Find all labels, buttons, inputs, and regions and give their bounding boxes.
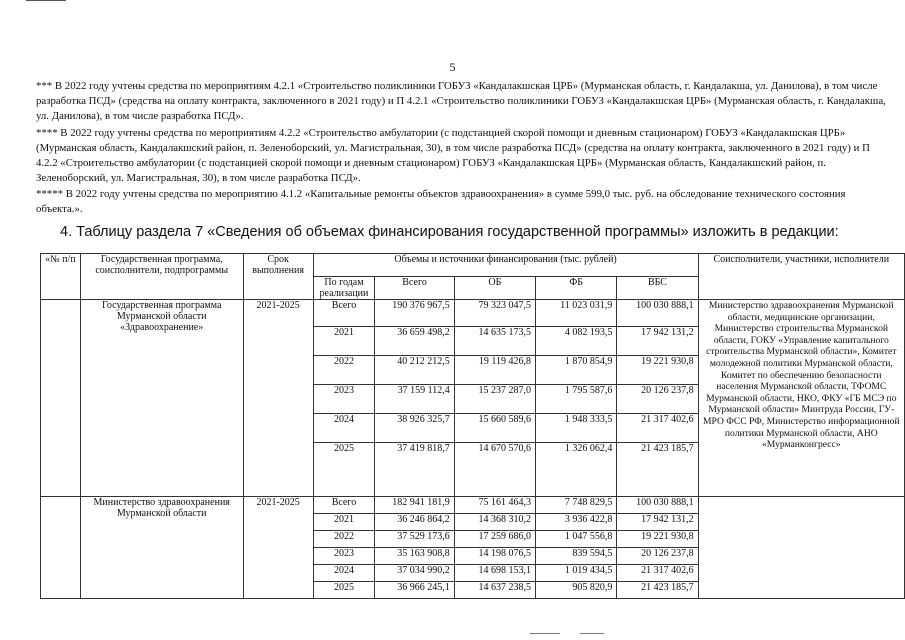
total-cell: 190 376 967,5 xyxy=(375,300,454,327)
fb-cell: 1 870 854,9 xyxy=(536,356,617,385)
page-number: 5 xyxy=(449,60,456,74)
vbs-cell: 19 221 930,8 xyxy=(617,356,698,385)
bottom-edge-mark xyxy=(580,633,604,634)
vbs-cell: 21 317 402,6 xyxy=(617,565,698,582)
vbs-cell: 20 126 237,8 xyxy=(617,548,698,565)
vbs-cell: 21 423 185,7 xyxy=(617,443,698,497)
bottom-edge-mark xyxy=(530,633,560,634)
vbs-cell: 20 126 237,8 xyxy=(617,385,698,414)
vbs-cell: 100 030 888,1 xyxy=(617,300,698,327)
ob-cell: 14 635 173,5 xyxy=(454,327,535,356)
ob-cell: 14 198 076,5 xyxy=(454,548,535,565)
ob-cell: 15 237 287,0 xyxy=(454,385,535,414)
year-cell: 2024 xyxy=(313,565,375,582)
total-cell: 37 419 818,7 xyxy=(375,443,454,497)
fb-cell: 839 594,5 xyxy=(536,548,617,565)
section-heading: 4. Таблицу раздела 7 «Сведения об объемах финансирования государственной программы» изложить в редакции: xyxy=(60,224,839,240)
financing-table xyxy=(40,253,905,599)
year-cell: 2021 xyxy=(313,327,375,356)
header-vbs: ВБС xyxy=(617,277,698,300)
program-term: 2021-2025 xyxy=(243,300,313,497)
header-term: Срок выполнения xyxy=(243,254,313,300)
year-cell: 2025 xyxy=(313,582,375,599)
ob-cell: 19 119 426,8 xyxy=(454,356,535,385)
header-volumes: Объемы и источники финансирования (тыс. рублей) xyxy=(313,254,698,277)
program-term: 2021-2025 xyxy=(243,497,313,599)
total-cell: 37 529 173,6 xyxy=(375,531,454,548)
vbs-cell: 21 317 402,6 xyxy=(617,414,698,443)
footnote-5-stars: ***** В 2022 году учтены средства по мероприятию 4.1.2 «Капитальные ремонты объектов здравоохранения» в сумме 599,0 тыс. руб. на обследование технического состояния объекта.». xyxy=(36,188,846,215)
fb-cell: 3 936 422,8 xyxy=(536,514,617,531)
fb-cell: 4 082 193,5 xyxy=(536,327,617,356)
footnote-4-stars: **** В 2022 году учтены средства по мероприятиям 4.2.2 «Строительство амбулатории (с подстанцией скорой помощи и дневным стационаром) ГОБУЗ «Кандалакшская ЦРБ» (Мурманская область, Кандалакшский район, п. Зеленоборский, ул. Магистральная, 30), в том числе разработка ПСД» (средства на оплату контракта, заключенного в 2021 году) и П 4.2.2 «Строительство амбулатории (с подстанцией скорой помощи и дневным стационаром) ГОБУЗ «Кандалакшская ЦРБ» (Мурманская область, Кандалакшский район, п. Зеленоборский, ул. Магистральная, 30), в том числе разработка ПСД». xyxy=(36,127,870,184)
total-cell: 40 212 212,5 xyxy=(375,356,454,385)
executors-cell: Министерство здравоохранения Мурманской области, медицинские организации, Министерство строительства Мурманской области, ГОКУ «Управление капитального строительства Мурманской области», Комитет молодежной политики Мурманской области, Комитет по обеспечению безопасности населения Мурманской области, ТФОМС Мурманской области, НКО, ФКУ «ГБ МСЭ по Мурманской области» Минтруда России, ГУ-МРО ФСС РФ, Министерство информационной политики Мурманской области, АНО «Мурманконгресс» xyxy=(698,300,904,497)
ob-cell: 75 161 464,3 xyxy=(454,497,535,514)
year-cell: 2025 xyxy=(313,443,375,497)
header-by-years: По годам реализации xyxy=(313,277,375,300)
ob-cell: 14 670 570,6 xyxy=(454,443,535,497)
ob-cell: 14 698 153,1 xyxy=(454,565,535,582)
vbs-cell: 17 942 131,2 xyxy=(617,327,698,356)
header-executors: Соисполнители, участники, исполнители xyxy=(698,254,904,300)
fb-cell: 7 748 829,5 xyxy=(536,497,617,514)
header-number: «№ п/п xyxy=(41,254,81,300)
header-total: Всего xyxy=(375,277,454,300)
fb-cell: 1 948 333,5 xyxy=(536,414,617,443)
fb-cell: 1 047 556,8 xyxy=(536,531,617,548)
executors-cell xyxy=(698,497,904,599)
total-cell: 38 926 325,7 xyxy=(375,414,454,443)
vbs-cell: 21 423 185,7 xyxy=(617,582,698,599)
vbs-cell: 100 030 888,1 xyxy=(617,497,698,514)
program-name: Государственная программа Мурманской области «Здравоохранение» xyxy=(80,300,243,497)
total-cell: 182 941 181,9 xyxy=(375,497,454,514)
row-number-cell xyxy=(41,300,81,497)
total-cell: 35 163 908,8 xyxy=(375,548,454,565)
ob-cell: 17 259 686,0 xyxy=(454,531,535,548)
row-number-cell xyxy=(41,497,81,599)
header-program: Государственная программа, соисполнители, подпрограммы xyxy=(80,254,243,300)
top-edge-mark xyxy=(26,0,66,1)
footnote-3-stars: *** В 2022 году учтены средства по мероприятиям 4.2.1 «Строительство поликлиники ГОБУЗ «Кандалакшская ЦРБ» (Мурманская область, г. Кандалакша, ул. Данилова), в том числе разработка ПСД» (средства на оплату контракта, заключенного в 2021 году) и П 4.2.1 «Строительство поликлиники ГОБУЗ «Кандалакшская ЦРБ» (Мурманская область, г. Кандалакша, ул. Данилова), в том числе разработка ПСД». xyxy=(36,80,886,122)
fb-cell: 905 820,9 xyxy=(536,582,617,599)
fb-cell: 1 795 587,6 xyxy=(536,385,617,414)
ob-cell: 15 660 589,6 xyxy=(454,414,535,443)
fb-cell: 1 326 062,4 xyxy=(536,443,617,497)
ob-cell: 79 323 047,5 xyxy=(454,300,535,327)
table-row xyxy=(41,300,905,327)
year-cell: 2022 xyxy=(313,531,375,548)
year-cell: 2024 xyxy=(313,414,375,443)
vbs-cell: 17 942 131,2 xyxy=(617,514,698,531)
year-cell: Всего xyxy=(313,497,375,514)
header-ob: ОБ xyxy=(454,277,535,300)
vbs-cell: 19 221 930,8 xyxy=(617,531,698,548)
total-cell: 37 034 990,2 xyxy=(375,565,454,582)
fb-cell: 11 023 031,9 xyxy=(536,300,617,327)
total-cell: 36 659 498,2 xyxy=(375,327,454,356)
year-cell: 2021 xyxy=(313,514,375,531)
ob-cell: 14 368 310,2 xyxy=(454,514,535,531)
ob-cell: 14 637 238,5 xyxy=(454,582,535,599)
year-cell: 2023 xyxy=(313,385,375,414)
program-name: Министерство здравоохранения Мурманской области xyxy=(80,497,243,599)
year-cell: 2022 xyxy=(313,356,375,385)
table-row xyxy=(41,497,905,514)
header-fb: ФБ xyxy=(536,277,617,300)
fb-cell: 1 019 434,5 xyxy=(536,565,617,582)
year-cell: Всего xyxy=(313,300,375,327)
total-cell: 36 966 245,1 xyxy=(375,582,454,599)
year-cell: 2023 xyxy=(313,548,375,565)
total-cell: 36 246 864,2 xyxy=(375,514,454,531)
total-cell: 37 159 112,4 xyxy=(375,385,454,414)
